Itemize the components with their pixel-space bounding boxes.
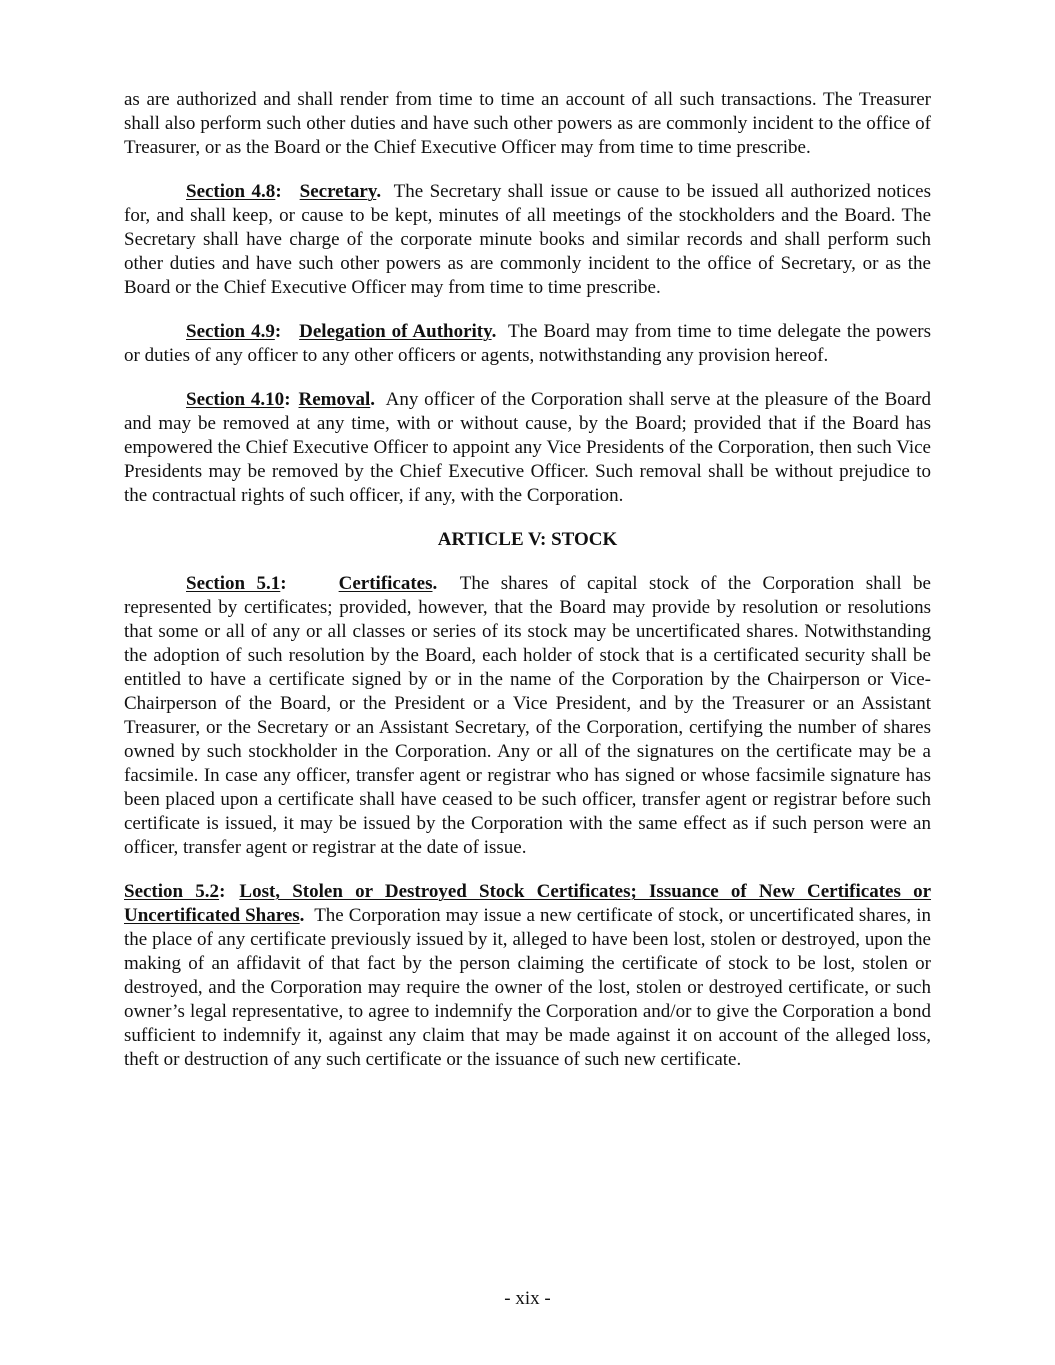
section-4-10 — [124, 388, 931, 508]
section-5-1-number: Section 5.1 — [186, 573, 281, 594]
section-5-1 — [124, 572, 931, 860]
page-number: - xix - — [504, 1288, 551, 1309]
section-4-8 — [124, 180, 931, 300]
section-4-9 — [124, 320, 931, 368]
section-5-1-title: Certificates — [338, 573, 433, 594]
section-4-9-title: Delegation of Authority — [299, 321, 492, 342]
opening-paragraph: as are authorized and shall render from time to time an account of all such transactions. The Treasurer shall also perform such other duties and have such other powers as are commonly incident to the office of Treasurer, or as the Board or the Chief Executive Officer may from time to time prescribe. — [124, 89, 931, 158]
article-v-heading: ARTICLE V: STOCK — [437, 529, 618, 550]
section-4-9-number: Section 4.9 — [186, 321, 275, 342]
section-5-2 — [124, 880, 931, 1072]
document-body — [124, 88, 931, 1092]
section-4-8-body: The Secretary shall issue or cause to be issued all authorized notices for, and shall keep, or cause to be kept, minutes of all meetings of the stockholders and the Board. The Secretary shall have charge of the corporate minute books and similar records and shall perform such other duties and have such other powers as are commonly incident to the office of Secretary, or as the Board or the Chief Executive Officer may from time to time prescribe. — [124, 181, 931, 298]
section-5-2-period: . — [299, 905, 305, 926]
section-5-2-number: Section 5.2 — [124, 881, 220, 902]
section-4-10-period: . — [370, 389, 376, 410]
section-4-8-number: Section 4.8 — [186, 181, 276, 202]
section-4-10-number: Section 4.10 — [186, 389, 285, 410]
section-4-8-title: Secretary — [299, 181, 377, 202]
section-5-2-colon: : — [219, 881, 226, 902]
section-5-1-period: . — [432, 573, 438, 594]
section-4-9-body: The Board may from time to time delegate the powers or duties of any officer to any other officers or agents, notwithstanding any provision hereof. — [124, 321, 931, 366]
section-4-9-colon: : — [274, 321, 282, 342]
section-5-2-body: The Corporation may issue a new certificate of stock, or uncertificated shares, in the place of any certificate previously issued by it, alleged to have been lost, stolen or destroyed, upon the making of an affidavit of that fact by the person claiming the certificate of stock to be lost, stolen or destroyed, and the Corporation may require the owner of the lost, stolen or destroyed certificate, or such owner’s legal representative, to agree to indemnify the Corporation and/or to give the Corporation a bond sufficient to indemnify it, against any claim that may be made against it on account of the alleged loss, theft or destruction of any such certificate or the issuance of such new certificate. — [124, 905, 931, 1070]
section-5-1-body: The shares of capital stock of the Corporation shall be represented by certificates; provided, however, that the Board may provide by resolution or resolutions that some or all of any or all classes or series of its stock may be uncertificated shares. Notwithstanding the adoption of such resolution by the Board, each holder of stock that is a certificated security shall be entitled to have a certificate signed by or in the name of the Corporation by the Chairperson or Vice-Chairperson of the Board, or the President or a Vice President, and by the Treasurer or an Assistant Treasurer, or the Secretary or an Assistant Secretary, of the Corporation, certifying the number of shares owned by such stockholder in the Corporation. Any or all of the signatures on the certificate may be a facsimile. In case any officer, transfer agent or registrar who has signed or whose facsimile signature has been placed upon a certificate shall have ceased to be such officer, transfer agent or registrar before such certificate is issued, it may be issued by the Corporation with the same effect as if such person were an officer, transfer agent or registrar at the date of issue. — [124, 573, 931, 858]
section-4-8-colon: : — [275, 181, 282, 202]
section-4-9-period: . — [491, 321, 497, 342]
section-4-10-title: Removal — [298, 389, 371, 410]
section-4-10-colon: : — [284, 389, 291, 410]
section-4-10-body: Any officer of the Corporation shall serve at the pleasure of the Board and may be removed at any time, with or without cause, by the Board; provided that if the Board has empowered the Chief Executive Officer to appoint any Vice Presidents of the Corporation, then such Vice Presidents may be removed by the Chief Executive Officer. Such removal shall be without prejudice to the contractual rights of such officer, if any, with the Corporation. — [124, 389, 932, 506]
section-5-1-colon: : — [280, 573, 287, 594]
section-5-2-title: Lost, Stolen or Destroyed Stock Certificates; Issuance of New Certificates or Uncertificated Shares — [124, 881, 932, 926]
section-4-8-period: . — [376, 181, 382, 202]
